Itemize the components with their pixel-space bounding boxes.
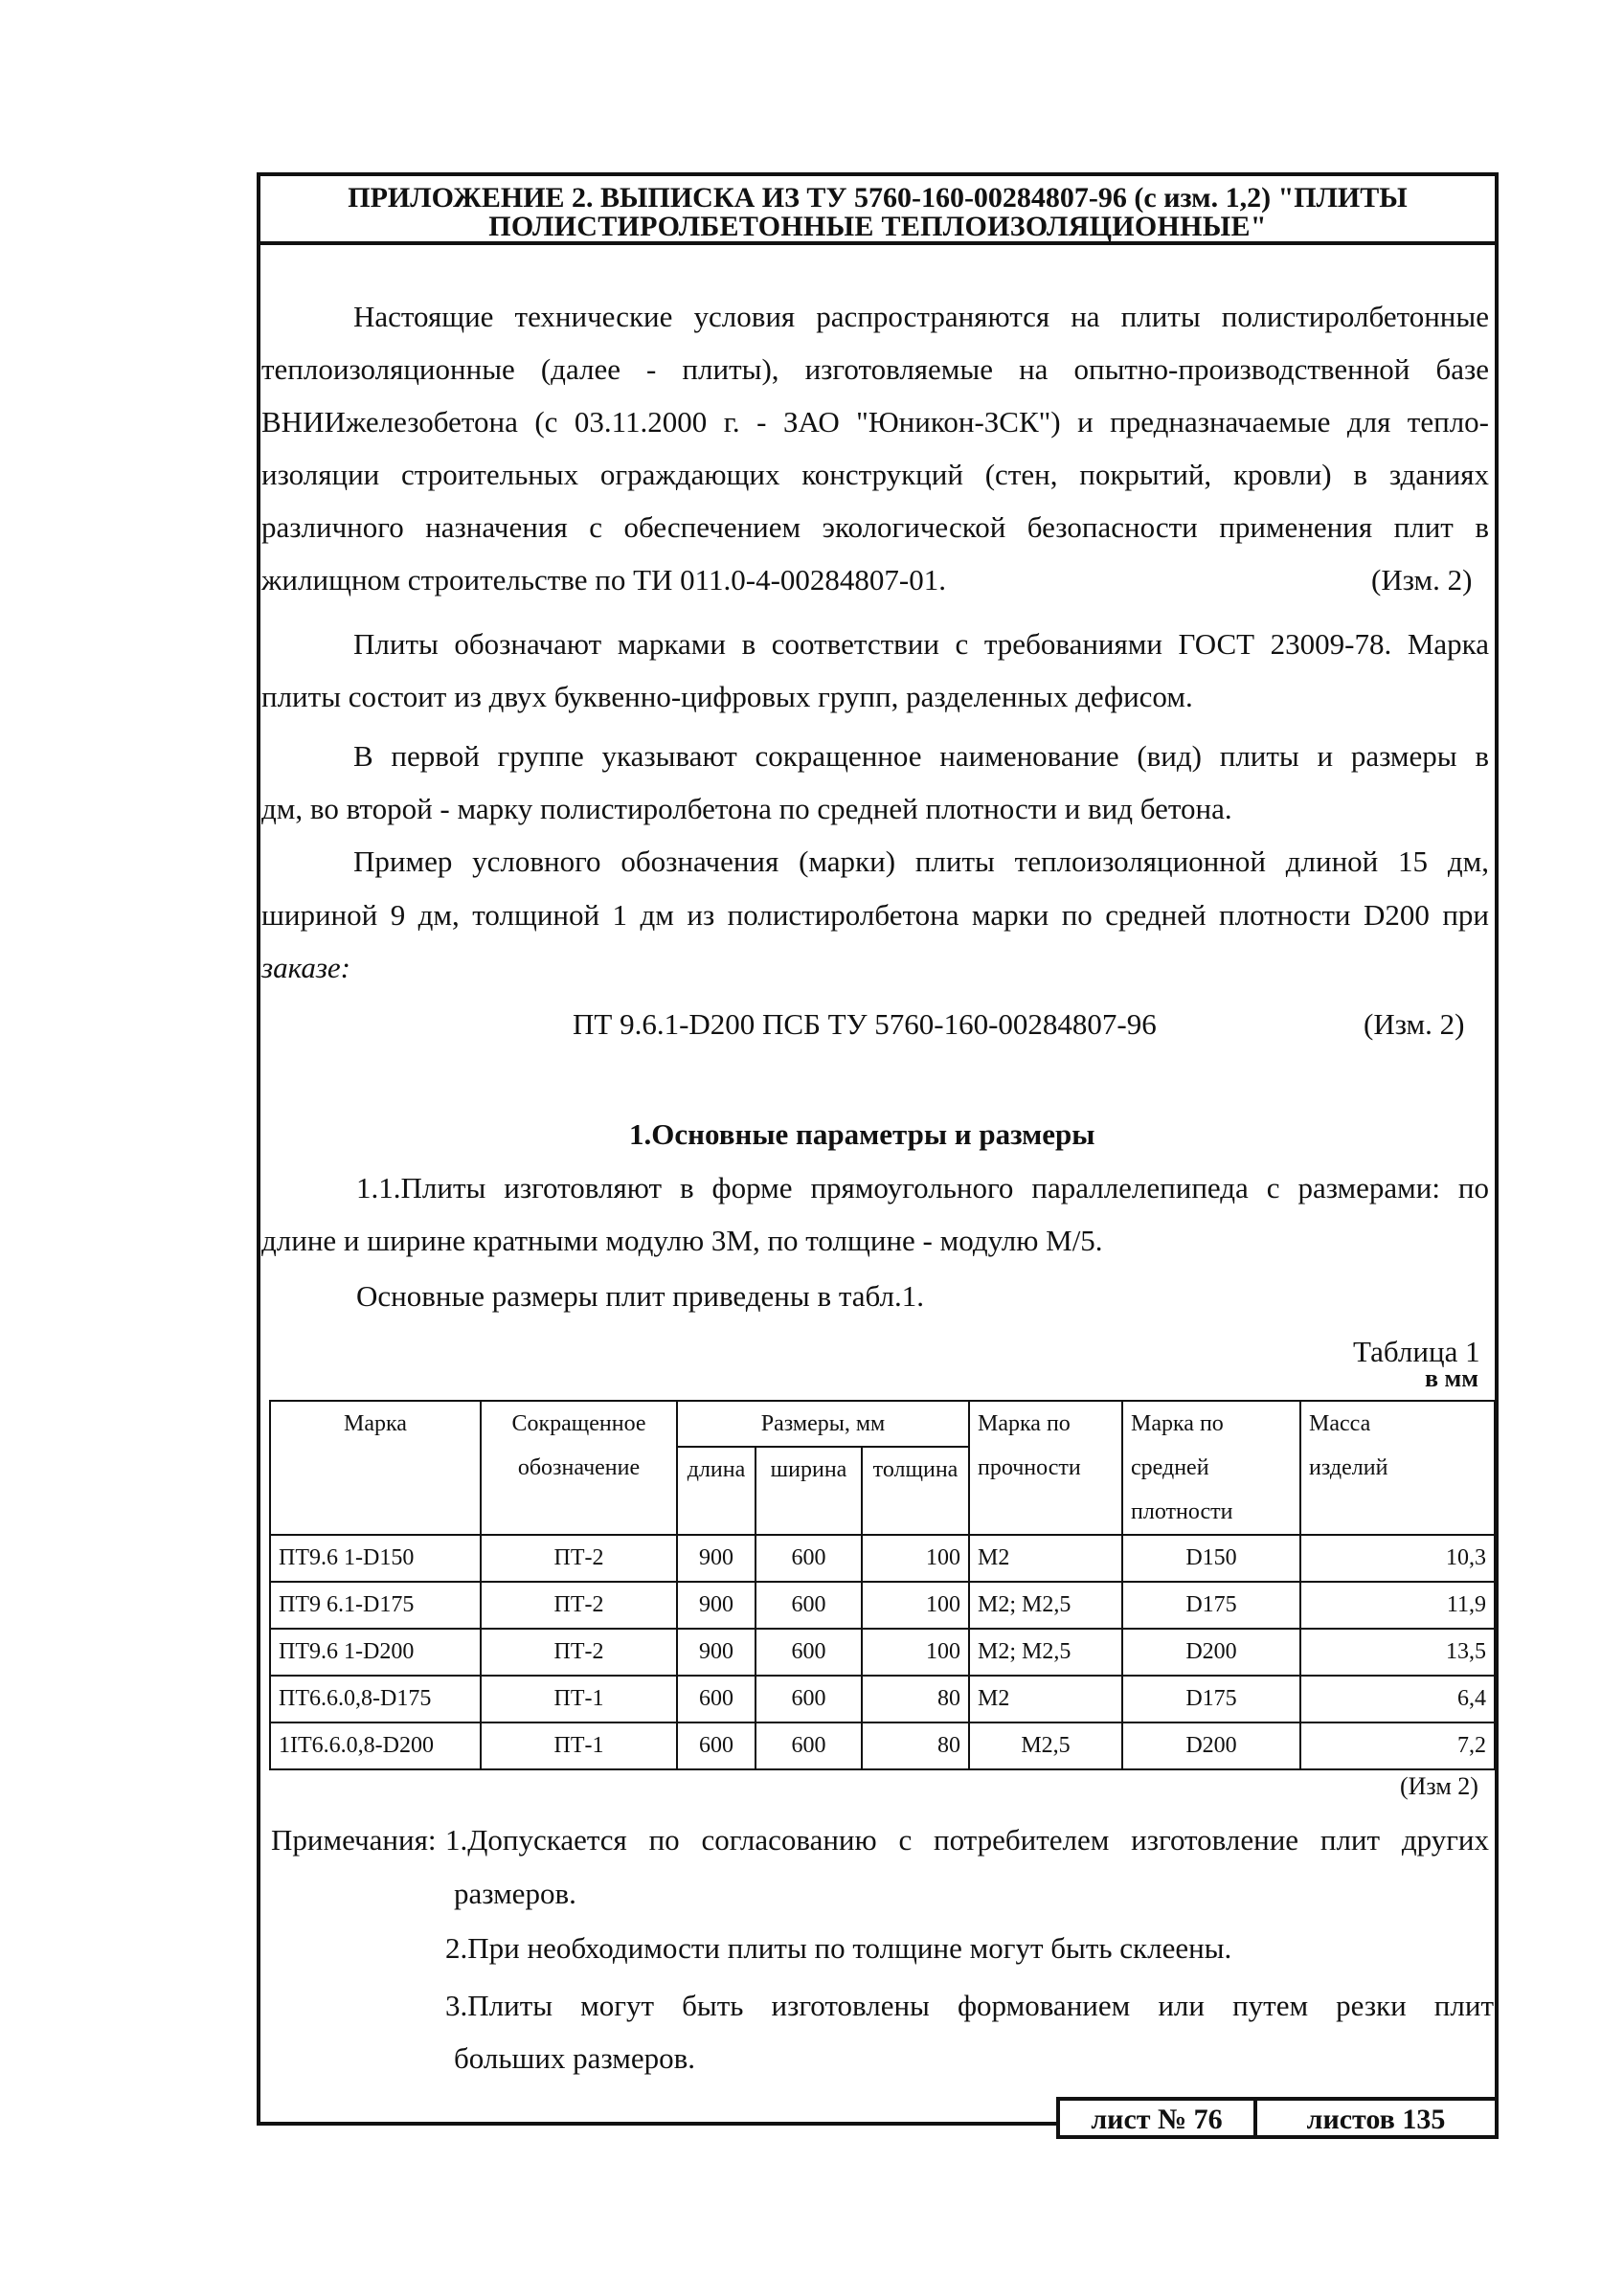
table-change-note: (Изм 2): [1400, 1772, 1478, 1800]
para4-line-2: шириной 9 дм, толщиной 1 дм из полистиролбетона марки по средней плотности D200 при: [261, 898, 1489, 932]
cell-marka: 1IТ6.6.0,8-D200: [270, 1722, 481, 1769]
cell-marka: ПТ9.6 1-D150: [270, 1535, 481, 1582]
appendix-header: [260, 176, 1495, 245]
para3-line-2: дм, во второй - марку полистиролбетона по средней плотности и вид бетона.: [261, 792, 1232, 825]
dimensions-table: [269, 1400, 1496, 1770]
cell-thickness: 80: [862, 1676, 969, 1722]
section1-p1-line-2: длине и ширине кратными модулю 3М, по толщине - модулю М/5.: [261, 1224, 1103, 1257]
header-short: Сокращенное обозначение: [481, 1401, 677, 1535]
intro-line-1: Настоящие технические условия распространяются на плиты полистиролбетонные: [353, 300, 1489, 333]
intro-line-4: изоляции строительных ограждающих конструкций (стен, покрытий, кровли) в зданиях: [261, 458, 1489, 491]
notes-label: Примечания:: [271, 1823, 437, 1857]
table-units: в мм: [1425, 1364, 1478, 1392]
cell-mass: 7,2: [1300, 1722, 1495, 1769]
cell-density: D200: [1122, 1629, 1300, 1676]
cell-short: ПТ-2: [481, 1535, 677, 1582]
header-width: ширина: [756, 1447, 862, 1535]
sheets-total: листов 135: [1253, 2097, 1499, 2139]
cell-length: 900: [677, 1535, 756, 1582]
cell-density: D175: [1122, 1582, 1300, 1629]
cell-density: D200: [1122, 1722, 1300, 1769]
header-length: длина: [677, 1447, 756, 1535]
cell-length: 900: [677, 1629, 756, 1676]
cell-marka: ПТ6.6.0,8-D175: [270, 1676, 481, 1722]
section-title: 1.Основные параметры и размеры: [629, 1117, 1095, 1151]
cell-width: 600: [756, 1535, 862, 1582]
intro-line-5: различного назначения с обеспечением экологической безопасности применения плит в: [261, 510, 1489, 544]
note-1-line-1: 1.Допускается по согласованию с потребителем изготовление плит других: [445, 1823, 1489, 1857]
note-3-line-2: больших размеров.: [454, 2041, 696, 2075]
cell-density: D150: [1122, 1535, 1300, 1582]
cell-thickness: 80: [862, 1722, 969, 1769]
table-row: [270, 1629, 1495, 1676]
cell-width: 600: [756, 1629, 862, 1676]
cell-thickness: 100: [862, 1629, 969, 1676]
cell-density: D175: [1122, 1676, 1300, 1722]
table-row: [270, 1676, 1495, 1722]
intro-line-6: жилищном строительстве по ТИ 011.0-4-00284807-01.: [261, 563, 946, 597]
cell-thickness: 100: [862, 1582, 969, 1629]
header-mass: Масса изделий: [1300, 1401, 1495, 1535]
para4-italic: заказе:: [261, 951, 350, 984]
cell-short: ПТ-2: [481, 1582, 677, 1629]
cell-mass: 13,5: [1300, 1629, 1495, 1676]
table-row: [270, 1722, 1495, 1769]
table-row: [270, 1582, 1495, 1629]
cell-short: ПТ-1: [481, 1676, 677, 1722]
cell-short: ПТ-1: [481, 1722, 677, 1769]
header-sizes: Размеры, мм: [677, 1401, 969, 1447]
cell-strength: М2: [969, 1676, 1122, 1722]
cell-strength: М2; М2,5: [969, 1582, 1122, 1629]
note-2: 2.При необходимости плиты по толщине могут быть склеены.: [445, 1931, 1232, 1965]
cell-length: 900: [677, 1582, 756, 1629]
header-strength: Марка по прочности: [969, 1401, 1122, 1535]
para2-line-2: плиты состоит из двух буквенно-цифровых групп, разделенных дефисом.: [261, 680, 1193, 713]
table-header-row: [270, 1401, 1495, 1447]
cell-width: 600: [756, 1722, 862, 1769]
cell-mass: 11,9: [1300, 1582, 1495, 1629]
section1-p1-line-1: 1.1.Плиты изготовляют в форме прямоугольного параллелепипеда с размерами: по: [356, 1171, 1489, 1205]
sheet-number: лист № 76: [1056, 2097, 1257, 2139]
intro-line-2: теплоизоляционные (далее - плиты), изготовляемые на опытно-производственной базе: [261, 352, 1489, 386]
cell-strength: М2,5: [969, 1722, 1122, 1769]
cell-short: ПТ-2: [481, 1629, 677, 1676]
intro-line-3: ВНИИжелезобетона (с 03.11.2000 г. - ЗАО "Юникон-ЗСК") и предназначаемые для тепло-: [261, 405, 1489, 439]
table-caption: Таблица 1: [1353, 1335, 1480, 1368]
note-1-line-2: размеров.: [454, 1877, 576, 1910]
header-line-1: ПРИЛОЖЕНИЕ 2. ВЫПИСКА ИЗ ТУ 5760-160-00284807-96 (с изм. 1,2) "ПЛИТЫ: [348, 182, 1408, 214]
para4-line-1: Пример условного обозначения (марки) плиты теплоизоляционной длиной 15 дм,: [353, 844, 1489, 878]
cell-length: 600: [677, 1676, 756, 1722]
cell-strength: М2; М2,5: [969, 1629, 1122, 1676]
note-3-line-1: 3.Плиты могут быть изготовлены формованием или путем резки плит: [445, 1989, 1494, 2022]
para2-line-1: Плиты обозначают марками в соответствии с требованиями ГОСТ 23009-78. Марка: [353, 627, 1489, 661]
cell-mass: 10,3: [1300, 1535, 1495, 1582]
para3-line-1: В первой группе указывают сокращенное наименование (вид) плиты и размеры в: [353, 739, 1489, 773]
cell-width: 600: [756, 1582, 862, 1629]
example-change-note: (Изм. 2): [1364, 1007, 1465, 1041]
intro-change-note: (Изм. 2): [1371, 563, 1473, 597]
cell-marka: ПТ9.6 1-D200: [270, 1629, 481, 1676]
cell-mass: 6,4: [1300, 1676, 1495, 1722]
cell-width: 600: [756, 1676, 862, 1722]
cell-length: 600: [677, 1722, 756, 1769]
section1-p2: Основные размеры плит приведены в табл.1.: [356, 1279, 924, 1313]
cell-strength: М2: [969, 1535, 1122, 1582]
example-code: ПТ 9.6.1-D200 ПСБ ТУ 5760-160-00284807-96: [573, 1007, 1157, 1041]
header-line-2: ПОЛИСТИРОЛБЕТОННЫЕ ТЕПЛОИЗОЛЯЦИОННЫЕ": [488, 211, 1267, 242]
cell-thickness: 100: [862, 1535, 969, 1582]
header-density: Марка по средней плотности: [1122, 1401, 1300, 1535]
table-row: [270, 1535, 1495, 1582]
cell-marka: ПТ9 6.1-D175: [270, 1582, 481, 1629]
header-thickness: толщина: [862, 1447, 969, 1535]
header-marka: Марка: [270, 1401, 481, 1535]
